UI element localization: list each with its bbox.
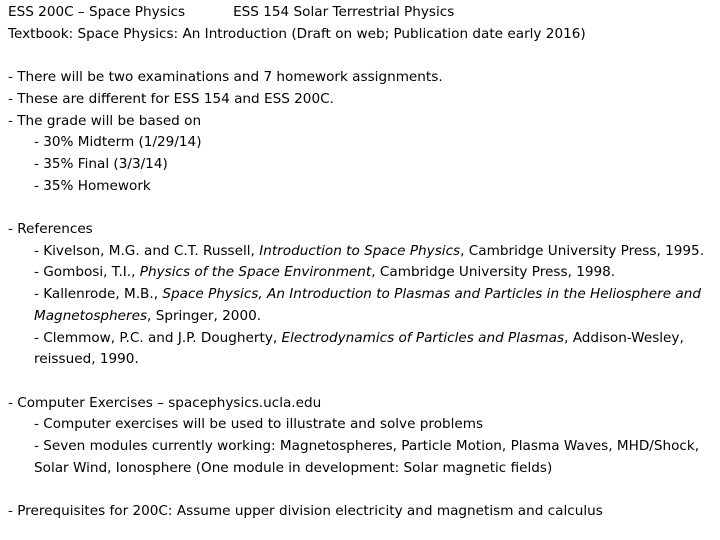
different-line: - These are different for ESS 154 and ESS 200C. (8, 90, 334, 107)
reference-title: Space Physics, An Introduction to Plasmas and Particles in the Heliosphere and Magnetospheres (34, 286, 701, 324)
textbook-line: Textbook: Space Physics: An Introduction (Draft on web; Publication date early 2016) (8, 25, 586, 42)
header-line (8, 2, 714, 24)
reference-title: Physics of the Space Environment (139, 264, 372, 281)
reference-title: Introduction to Space Physics (259, 242, 461, 259)
reference-author: - Clemmow, P.C. and J.P. Dougherty, (34, 329, 282, 346)
computer-item: - Computer exercises will be used to illustrate and solve problems (34, 416, 484, 433)
computer-item: - Seven modules currently working: Magnetospheres, Particle Motion, Plasma Waves, MHD/Shock, Solar Wind, Ionosphere (One module in development: Solar magnetic fields) (34, 438, 700, 476)
reference-author: - Kallenrode, M.B., (34, 286, 163, 303)
reference-item (8, 328, 714, 371)
reference-publisher: , Springer, 2000. (147, 307, 262, 324)
reference-item (8, 262, 714, 284)
course-154-title: ESS 154 Solar Terrestrial Physics (233, 4, 455, 20)
references-heading: - References (8, 221, 93, 237)
grade-item-final: - 35% Final (3/3/14) (34, 155, 168, 172)
grade-item-midterm: - 30% Midterm (1/29/14) (34, 134, 202, 151)
reference-title: Electrodynamics of Particles and Plasmas (281, 329, 565, 346)
course-200c-title: ESS 200C – Space Physics (8, 4, 186, 20)
grade-intro: - The grade will be based on (8, 112, 202, 129)
reference-publisher: , Cambridge University Press, 1998. (371, 264, 616, 281)
document-page (8, 2, 714, 523)
reference-publisher: , Addison-Wesley, reissued, 1990. (34, 329, 684, 368)
computer-heading: - Computer Exercises – spacephysics.ucla.edu (8, 394, 322, 411)
prerequisites-line: - Prerequisites for 200C: Assume upper division electricity and magnetism and calculus (8, 503, 603, 520)
reference-author: - Kivelson, M.G. and C.T. Russell, (34, 242, 260, 259)
reference-publisher: , Cambridge University Press, 1995. (460, 242, 705, 259)
grade-item-homework: - 35% Homework (34, 177, 151, 194)
reference-item (8, 284, 714, 327)
exams-line: - There will be two examinations and 7 homework assignments. (8, 69, 443, 86)
reference-author: - Gombosi, T.I., (34, 264, 140, 281)
reference-item (8, 241, 714, 263)
